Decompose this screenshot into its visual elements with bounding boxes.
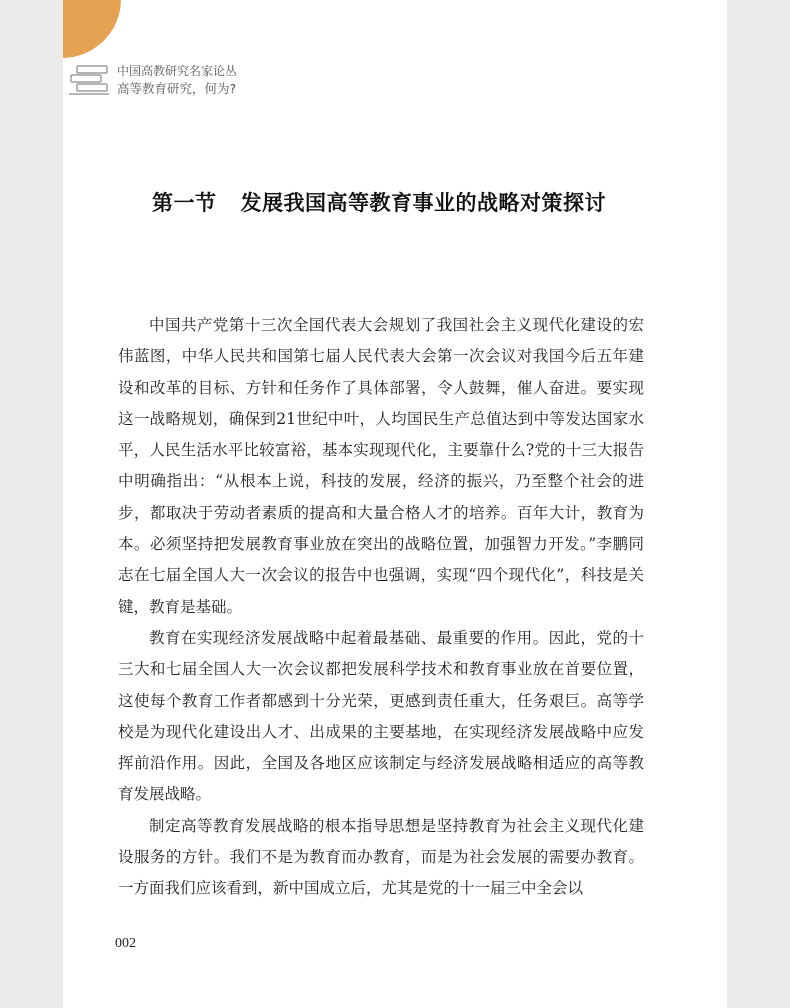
- paragraph: 制定高等教育发展战略的根本指导思想是坚持教育为社会主义现代化建设服务的方针。我们不是为教育而办教育，而是为社会发展的需要办教育。一方面我们应该看到，新中国成立后，尤其是党的十一届三中全会以: [118, 816, 644, 898]
- corner-decoration: [63, 0, 121, 58]
- section-heading: [63, 187, 695, 217]
- section-number: 第一节: [152, 190, 217, 215]
- section-title: 发展我国高等教育事业的战略对策探讨: [240, 190, 606, 215]
- body-text: [118, 310, 644, 905]
- series-title: 中国高教研究名家论丛: [117, 64, 238, 78]
- book-page: [63, 0, 727, 1008]
- running-header: [117, 62, 237, 98]
- paragraph: 教育在实现经济发展战略中起着最基础、最重要的作用。因此，党的十三大和七届全国人大一次会议都把发展科学技术和教育事业放在首要位置，这使每个教育工作者都感到十分光荣，更感到责任重大，任务艰巨。高等学校是为现代化建设出人才、出成果的主要基地，在实现经济发展战略中应发挥前沿作用。因此，全国及各地区应该制定与经济发展战略相适应的高等教育发展战略。: [118, 628, 644, 804]
- book-title: 高等教育研究，何为?: [117, 81, 237, 96]
- books-stack-icon: [69, 64, 109, 98]
- paragraph: 中国共产党第十三次全国代表大会规划了我国社会主义现代化建设的宏伟蓝图，中华人民共和国第七届人民代表大会第一次会议对我国今后五年建设和改革的目标、方针和任务作了具体部署，令人鼓舞，催人奋进。要实现这一战略规划，确保到21世纪中叶，人均国民生产总值达到中等发达国家水平，人民生活水平比较富裕，基本实现现代化，主要靠什么?党的十三大报告中明确指出：“从根本上说，科技的发展，经济的振兴，乃至整个社会的进步，都取决于劳动者素质的提高和大量合格人才的培养。百年大计，教育为本。必须坚持把发展教育事业放在突出的战略位置，加强智力开发。”李鹏同志在七届全国人大一次会议的报告中也强调，实现“四个现代化”，科技是关键，教育是基础。: [118, 316, 644, 616]
- page-number: 002: [115, 936, 136, 951]
